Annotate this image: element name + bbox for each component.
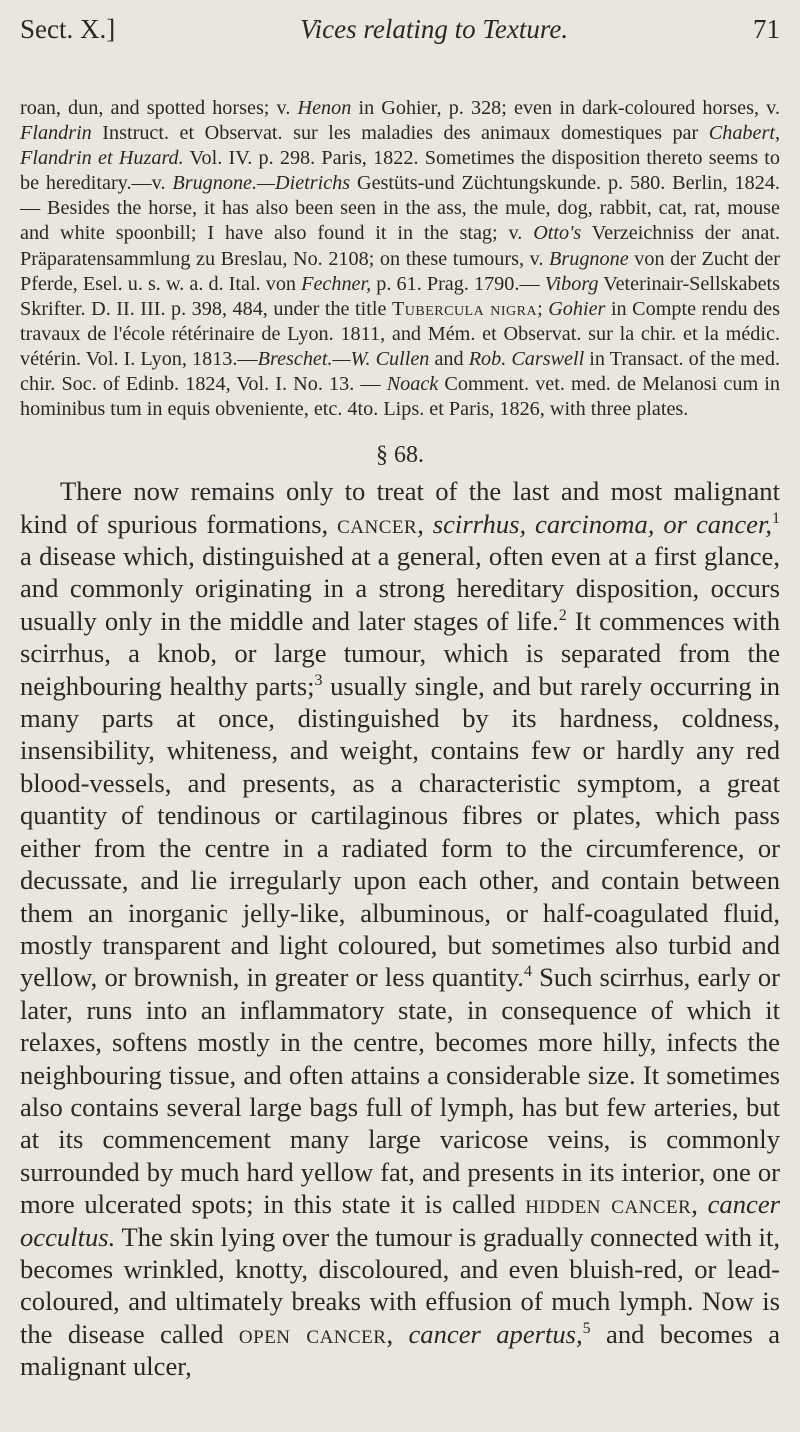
footnote-ref: 5: [582, 1319, 591, 1337]
main-paragraph: There now remains only to treat of the last and most malignant kind of spurious formations, cancer, scirrhus, carcinoma, or cancer,$^1$ a disease which, distinguished at a general, often even at a first glance, and commonly originating in a strong hereditary disposition, occurs usually only in the middle and later stages of life.$^2$ It commences with scirrhus, a knob, or large tumour, which is separated from the neighbouring healthy parts;$^3$ usually single, and but rarely occurring in many parts at once, distinguished by its hardness, coldness, insensibility, whiteness, and weight, contains few or hardly any red blood-vessels, and presents, as a characteristic symptom, a great quantity of tendinous or cartilaginous fibres or plates, which pass either from the centre in a radiated form to the circumference, or decussate, and lie irregularly upon each other, and contain between them an inorganic jelly-like, albuminous, or half-coagulated fluid, mostly transparent and light coloured, but sometimes also turbid and yellow, or brownish, in greater or less quantity.$^4$ Such scirrhus, early or later, runs into an inflammatory state, in consequence of which it relaxes, softens mostly in the centre, becomes more hilly, infects the neighbouring tissue, and often attains a considerable size. It sometimes also contains several large bags full of lymph, has but few arteries, but at its commencement many large varicose veins, is commonly surrounded by much hard yellow fat, and presents in its interior, one or more ulcerated spots; in this state it is called hidden cancer, cancer occultus. The skin lying over the tumour is gradually connected with it, becomes wrinkled, knotty, discoloured, and even bluish-red, or lead-coloured, and ultimately breaks with effusion of much lymph. Now is the disease called open cancer, cancer apertus,$^5$ and becomes a malignant ulcer,: [20, 476, 781, 1382]
footnote-continuation: roan, dun, and spotted horses; v. Henon in Gohier, p. 328; even in dark-coloured horses, v. Flandrin Instruct. et Observat. sur les maladies des animaux domestiques par Chabert, Flandrin et Huzard. Vol. IV. p. 298. Paris, 1822. Sometimes the disposition thereto seems to be hereditary.—v. Brugnone.—Dietrichs Gestüts-und Züchtungskunde. p. 580. Berlin, 1824. — Besides the horse, it has also been seen in the ass, the mule, dog, rabbit, cat, rat, mouse and white spoonbill; I have also found it in the stag; v. Otto's Verzeichniss der anat. Präparatensammlung zu Breslau, No. 2108; on these tumours, v. Brugnone von der Zucht der Pferde, Esel. u. s. w. a. d. Ital. von Fechner, p. 61. Prag. 1790.— Viborg Veterinair-Sellskabets Skrifter. D. II. III. p. 398, 484, under the title Tubercula nigra; Gohier in Compte rendu des travaux de l'école rétérinaire de Lyon. 1811, and Mém. et Observat. sur la chir. et la médic. vétérin. Vol. I. Lyon, 1813.—Breschet.—W. Cullen and Rob. Carswell in Transact. of the med. chir. Soc. of Edinb. 1824, Vol. I. No. 13. — Noack Comment. vet. med. de Melanosi cum in hominibus tum in equis obveniente, etc. 4to. Lips. et Paris, 1826, with three plates.: [20, 97, 780, 421]
page-number: 71: [752, 14, 780, 44]
running-head: [20, 14, 780, 70]
section-heading: § 68.: [376, 442, 424, 469]
footnote-ref: 3: [314, 671, 323, 689]
footnote-ref: 2: [558, 606, 567, 624]
section-reference: Sect. X.]: [20, 14, 116, 44]
footnote-ref: 1: [772, 509, 780, 527]
running-title: Vices relating to Texture.: [300, 14, 569, 44]
footnote-ref: 4: [523, 963, 532, 981]
